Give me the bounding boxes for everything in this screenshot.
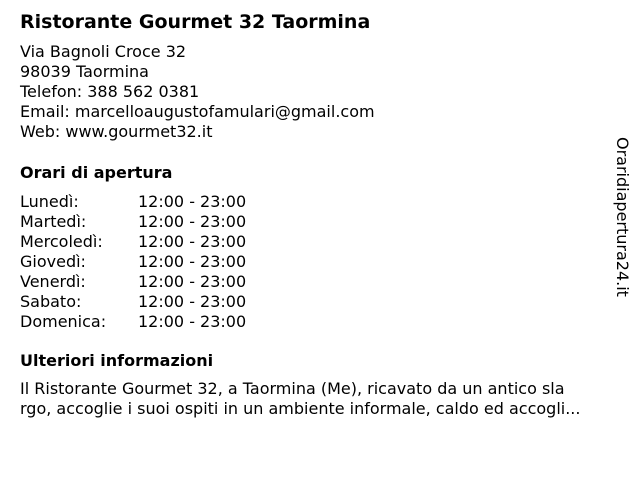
- hours-row-saturday: [20, 292, 620, 312]
- info-heading: Ulteriori informazioni: [20, 351, 214, 370]
- time-value: 12:00 - 23:00: [138, 192, 247, 211]
- address-email: Email: marcelloaugustofamulari@gmail.com: [20, 102, 375, 121]
- day-label: Mercoledì:: [20, 232, 103, 251]
- day-label: Domenica:: [20, 312, 107, 331]
- hours-row-friday: [20, 272, 620, 292]
- time-value: 12:00 - 23:00: [138, 292, 247, 311]
- info-line-1: Il Ristorante Gourmet 32, a Taormina (Me), ricavato da un antico sla: [20, 379, 565, 398]
- time-value: 12:00 - 23:00: [138, 232, 247, 251]
- day-label: Venerdì:: [20, 272, 86, 291]
- address-street: Via Bagnoli Croce 32: [20, 42, 187, 61]
- address-block: [20, 42, 620, 142]
- day-label: Martedì:: [20, 212, 87, 231]
- hours-row-sunday: [20, 312, 620, 332]
- hours-row-wednesday: [20, 232, 620, 252]
- side-brand-watermark: [612, 137, 632, 309]
- info-description: [20, 379, 640, 419]
- day-label: Lunedì:: [20, 192, 79, 211]
- hours-row-tuesday: [20, 212, 620, 232]
- page-content: [20, 10, 620, 419]
- hours-row-monday: [20, 192, 620, 212]
- time-value: 12:00 - 23:00: [138, 312, 247, 331]
- time-value: 12:00 - 23:00: [138, 212, 247, 231]
- hours-heading: Orari di apertura: [20, 163, 173, 182]
- address-web: Web: www.gourmet32.it: [20, 122, 213, 141]
- hours-row-thursday: [20, 252, 620, 272]
- page-title: Ristorante Gourmet 32 Taormina: [20, 11, 371, 33]
- time-value: 12:00 - 23:00: [138, 252, 247, 271]
- info-line-2: rgo, accoglie i suoi ospiti in un ambiente informale, caldo ed accogli...: [20, 399, 581, 418]
- address-city: 98039 Taormina: [20, 62, 149, 81]
- day-label: Sabato:: [20, 292, 82, 311]
- hours-table: [20, 192, 620, 332]
- time-value: 12:00 - 23:00: [138, 272, 247, 291]
- day-label: Giovedì:: [20, 252, 86, 271]
- side-brand-text: Oraridiapertura24.it: [613, 137, 632, 297]
- address-phone: Telefon: 388 562 0381: [20, 82, 200, 101]
